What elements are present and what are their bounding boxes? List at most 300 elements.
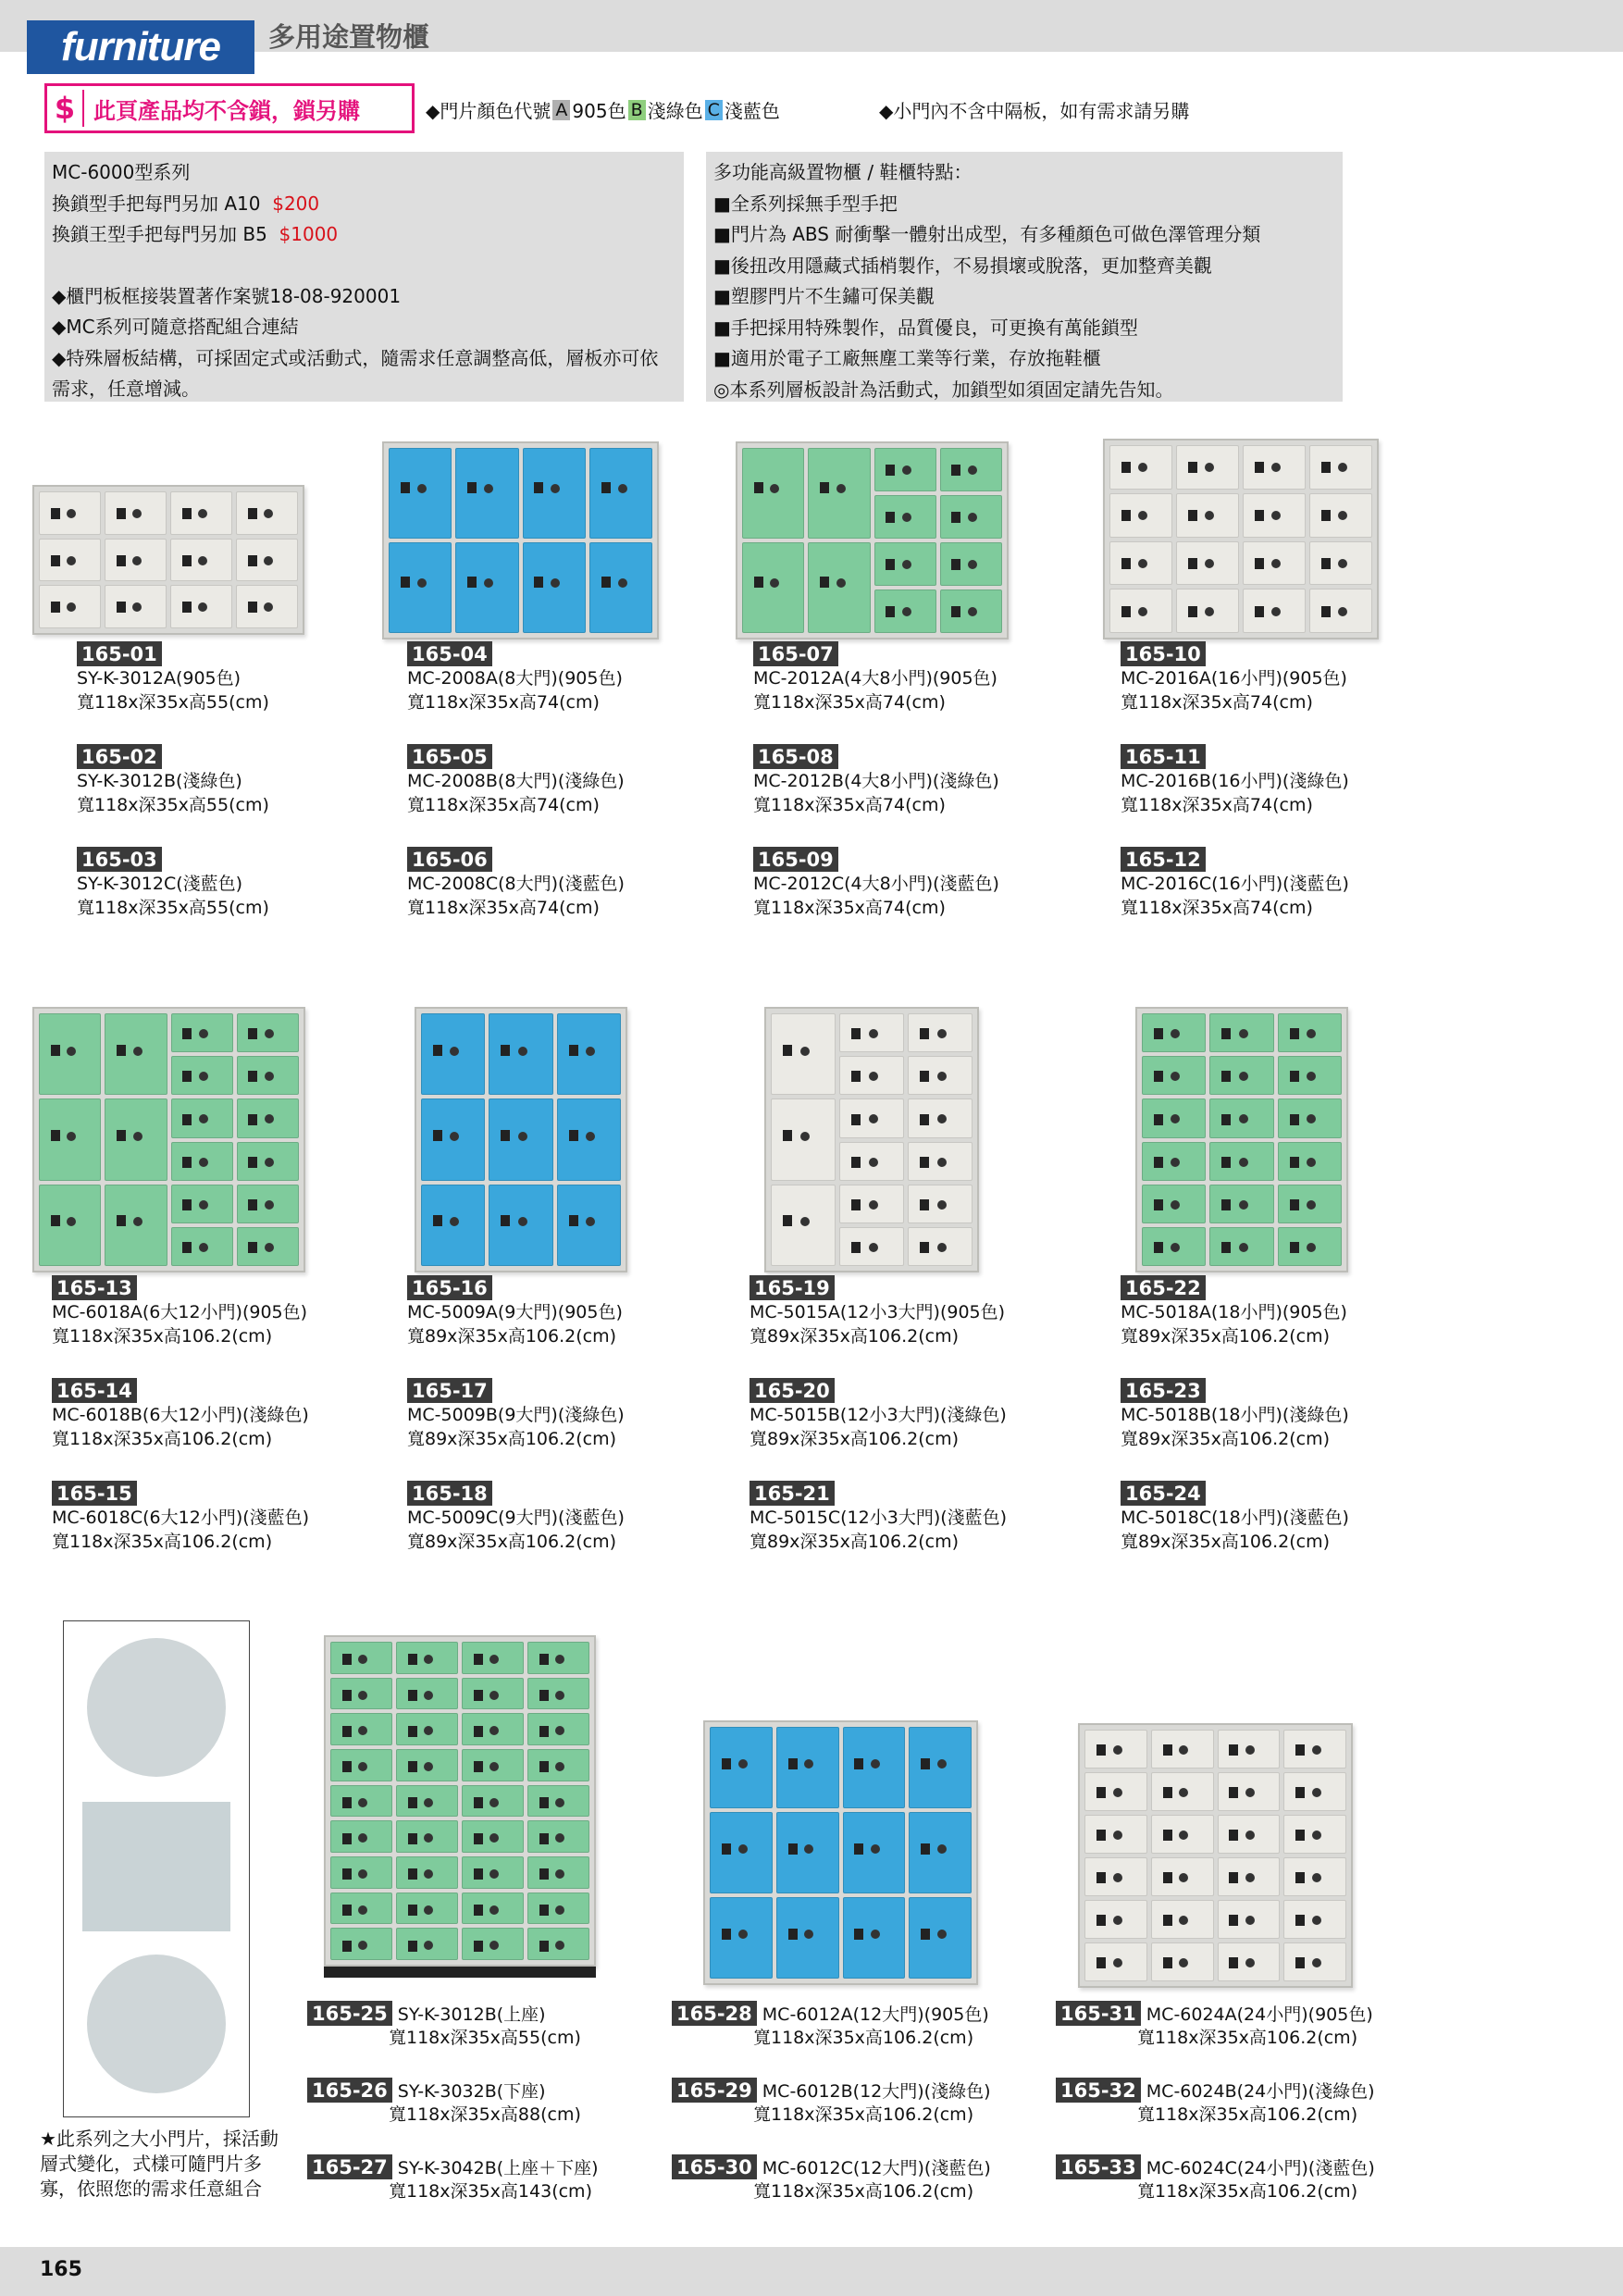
product-code-badge: 165-08 xyxy=(753,744,838,769)
handle-icon xyxy=(1239,1072,1248,1081)
product-name: SY-K-3042B(上座＋下座) xyxy=(397,2158,599,2178)
lock-slot-icon xyxy=(1154,1199,1163,1210)
locker-door xyxy=(839,1056,904,1095)
handle-icon xyxy=(1171,1029,1180,1038)
product-code-badge: 165-27 xyxy=(307,2154,392,2179)
handle-icon xyxy=(358,1691,367,1700)
product-label xyxy=(407,1481,722,1554)
lock-slot-icon xyxy=(1121,558,1131,569)
handle-icon xyxy=(551,578,560,588)
product-name: MC-2016B(16小門)(淺綠色) xyxy=(1121,771,1349,791)
handle-icon xyxy=(770,578,779,588)
locker-door xyxy=(527,1820,589,1853)
handle-icon xyxy=(968,560,977,569)
handle-icon xyxy=(1239,1200,1248,1210)
locker-door xyxy=(1218,1815,1281,1854)
product-label xyxy=(407,1275,722,1348)
handle-icon xyxy=(518,1217,527,1226)
handle-icon xyxy=(132,509,142,518)
lock-slot-icon xyxy=(474,1941,483,1952)
handle-icon xyxy=(198,602,207,612)
handle-icon xyxy=(1171,1158,1180,1167)
handle-icon xyxy=(199,1158,208,1167)
locker-door xyxy=(1084,1942,1147,1981)
handle-icon xyxy=(133,1047,142,1056)
lock-slot-icon xyxy=(1121,510,1131,521)
handle-icon xyxy=(1271,559,1281,568)
handle-icon xyxy=(489,1833,499,1843)
locker-door xyxy=(1176,493,1239,538)
locker-door xyxy=(940,448,1002,491)
locker-door xyxy=(105,491,167,535)
lock-slot-icon xyxy=(1154,1114,1163,1125)
lock-slot-icon xyxy=(920,1028,929,1039)
handle-icon xyxy=(586,1047,595,1056)
locker-door xyxy=(776,1897,839,1979)
locker-door xyxy=(1176,445,1239,490)
furniture-logo: furniture xyxy=(27,20,254,74)
product-name: MC-2008C(8大門)(淺藍色) xyxy=(407,874,625,894)
lock-slot-icon xyxy=(920,1242,929,1253)
product-label xyxy=(307,2078,696,2127)
boot-storage-detail-image xyxy=(87,1955,226,2093)
color-label-c: 淺藍色 xyxy=(724,100,780,122)
handle-icon xyxy=(1239,1243,1248,1252)
product-label xyxy=(672,2001,1060,2050)
lock-slot-icon xyxy=(1121,462,1131,473)
lock-slot-icon xyxy=(534,482,543,493)
lock-slot-icon xyxy=(248,1242,257,1253)
handle-icon xyxy=(836,484,846,493)
handle-icon xyxy=(937,1759,947,1769)
locker-door xyxy=(1109,493,1172,538)
handle-icon xyxy=(424,1905,433,1915)
handle-icon xyxy=(265,1114,274,1123)
handle-icon xyxy=(1113,1745,1122,1755)
color-label-a: 905色 xyxy=(572,100,626,122)
locker-door xyxy=(1151,1772,1214,1811)
product-label xyxy=(753,641,1068,714)
lock-slot-icon xyxy=(1295,1872,1305,1883)
handle-icon xyxy=(265,1200,274,1210)
handle-icon xyxy=(199,1114,208,1123)
handle-icon xyxy=(586,1217,595,1226)
lock-slot-icon xyxy=(1229,1787,1238,1798)
lock-slot-icon xyxy=(467,577,477,588)
locker-door xyxy=(330,1785,392,1818)
locker-door xyxy=(589,542,652,633)
locker-combination-image xyxy=(82,1802,230,1931)
side-note: ★此系列之大小門片，採活動層式變化，式樣可隨門片多寡，依照您的需求任意組合 xyxy=(40,2128,279,2200)
color-code-legend xyxy=(426,96,780,123)
product-name: SY-K-3012C(淺藍色) xyxy=(77,874,243,894)
handle-icon xyxy=(1245,1745,1255,1755)
handle-icon xyxy=(836,578,846,588)
lock-slot-icon xyxy=(182,1157,192,1168)
locker-door xyxy=(742,448,804,539)
handle-icon xyxy=(937,1243,947,1252)
handle-icon xyxy=(902,560,911,569)
lock-slot-icon xyxy=(854,1929,863,1940)
locker-door xyxy=(1218,1857,1281,1896)
product-name: SY-K-3012B(淺綠色) xyxy=(77,771,242,791)
lock-slot-icon xyxy=(754,482,763,493)
handle-icon xyxy=(555,1691,564,1700)
lock-slot-icon xyxy=(474,1833,483,1844)
lock-slot-icon xyxy=(783,1130,792,1141)
handle-icon xyxy=(869,1158,878,1167)
lock-slot-icon xyxy=(920,1157,929,1168)
product-code-badge: 165-18 xyxy=(407,1481,492,1506)
lock-slot-icon xyxy=(1163,1830,1172,1841)
cabinet-image xyxy=(32,1007,305,1272)
lock-slot-icon xyxy=(539,1654,549,1665)
handle-icon xyxy=(937,1114,947,1123)
lock-slot-icon xyxy=(474,1690,483,1701)
feature: ◎本系列層板設計為活動式，加鎖型如須固定請先告知。 xyxy=(713,378,1174,401)
handle-icon xyxy=(937,1158,947,1167)
handle-icon xyxy=(489,1869,499,1879)
locker-door xyxy=(1283,1942,1346,1981)
handle-icon xyxy=(555,1726,564,1735)
locker-door xyxy=(396,1928,458,1960)
lock-slot-icon xyxy=(921,1843,930,1855)
lock-slot-icon xyxy=(248,1028,257,1039)
lock-slot-icon xyxy=(851,1114,861,1125)
handle-icon xyxy=(1205,463,1214,472)
handle-icon xyxy=(804,1930,813,1939)
handle-icon xyxy=(199,1072,208,1081)
handle-icon xyxy=(871,1930,880,1939)
product-dimensions: 寬118x深35x高106.2(cm) xyxy=(1137,2104,1358,2125)
lock-slot-icon xyxy=(539,1726,549,1737)
product-dimensions: 寬118x深35x高55(cm) xyxy=(77,692,269,713)
handle-icon xyxy=(424,1762,433,1771)
product-name: MC-2016C(16小門)(淺藍色) xyxy=(1121,874,1349,894)
color-label-b: 淺綠色 xyxy=(647,100,703,122)
product-name: MC-5018B(18小門)(淺綠色) xyxy=(1121,1405,1349,1425)
product-label xyxy=(1056,2078,1444,2127)
product-label xyxy=(1121,847,1435,920)
lock-slot-icon xyxy=(1229,1744,1238,1756)
handle-icon xyxy=(800,1047,810,1056)
handle-icon xyxy=(199,1200,208,1210)
handle-icon xyxy=(968,513,977,522)
locker-door xyxy=(908,1098,973,1137)
product-dimensions: 寬89x深35x高106.2(cm) xyxy=(750,1326,960,1347)
lock-slot-icon xyxy=(851,1028,861,1039)
handle-icon xyxy=(1179,1958,1188,1967)
lock-slot-icon xyxy=(1221,1242,1231,1253)
lock-slot-icon xyxy=(722,1843,731,1855)
product-dimensions: 寬118x深35x高143(cm) xyxy=(389,2181,592,2202)
locker-door xyxy=(1142,1185,1206,1223)
product-code-badge: 165-11 xyxy=(1121,744,1206,769)
bullet: ◆特殊層板結構，可採固定式或活動式，隨需求任意調整高低，層板亦可依需求，任意增減。 xyxy=(52,346,659,400)
product-dimensions: 寬118x深35x高74(cm) xyxy=(753,795,946,815)
handle-icon xyxy=(450,1047,459,1056)
locker-door xyxy=(421,1185,485,1266)
product-dimensions: 寬118x深35x高106.2(cm) xyxy=(753,2028,974,2048)
handle-icon xyxy=(1179,1745,1188,1755)
handle-icon xyxy=(1239,1158,1248,1167)
locker-door xyxy=(1278,1142,1342,1181)
lock-slot-icon xyxy=(1163,1872,1172,1883)
handle-icon xyxy=(358,1833,367,1843)
lock-slot-icon xyxy=(951,512,960,523)
handle-icon xyxy=(1307,1200,1316,1210)
lock-slot-icon xyxy=(1121,606,1131,617)
handle-icon xyxy=(1338,511,1347,520)
locker-door xyxy=(1084,1857,1147,1896)
lock-slot-icon xyxy=(1096,1830,1106,1841)
handle-icon xyxy=(1271,607,1281,616)
locker-door xyxy=(1209,1013,1273,1052)
handle-icon xyxy=(198,509,207,518)
product-code-badge: 165-22 xyxy=(1121,1275,1206,1300)
handle-icon xyxy=(555,1905,564,1915)
product-code-badge: 165-24 xyxy=(1121,1481,1206,1506)
locker-door xyxy=(455,542,518,633)
locker-door xyxy=(1209,1185,1273,1223)
lock-slot-icon xyxy=(754,577,763,588)
handle-icon xyxy=(1307,1029,1316,1038)
locker-door xyxy=(843,1812,906,1893)
locker-door xyxy=(1209,1056,1273,1095)
product-code-badge: 165-07 xyxy=(753,641,838,666)
handle-icon xyxy=(1312,1831,1321,1840)
handle-icon xyxy=(1239,1029,1248,1038)
dollar-icon: $ xyxy=(47,90,84,127)
lock-slot-icon xyxy=(474,1761,483,1772)
locker-door xyxy=(455,448,518,539)
handle-icon xyxy=(1312,1873,1321,1882)
locker-door xyxy=(105,1098,167,1180)
lock-slot-icon xyxy=(951,465,960,476)
handle-icon xyxy=(937,1029,947,1038)
lock-slot-icon xyxy=(1188,510,1197,521)
locker-door xyxy=(1243,589,1306,633)
handle-icon xyxy=(937,1930,947,1939)
handle-icon xyxy=(1113,1831,1122,1840)
locker-door xyxy=(396,1642,458,1674)
locker-door xyxy=(1283,1730,1346,1769)
locker-door xyxy=(105,539,167,582)
product-name: SY-K-3012A(905色) xyxy=(77,668,242,689)
locker-door xyxy=(908,1142,973,1181)
lock-slot-icon xyxy=(920,1114,929,1125)
color-chip-a: A xyxy=(552,100,570,120)
product-code-badge: 165-17 xyxy=(407,1378,492,1403)
locker-door xyxy=(839,1185,904,1223)
handle-icon xyxy=(1113,1958,1122,1967)
product-code-badge: 165-32 xyxy=(1056,2078,1141,2103)
product-name: MC-2012A(4大8小門)(905色) xyxy=(753,668,997,689)
lock-slot-icon xyxy=(408,1761,417,1772)
lock-slot-icon xyxy=(433,1215,442,1226)
handle-icon xyxy=(1171,1243,1180,1252)
handle-icon xyxy=(555,1833,564,1843)
lock-slot-icon xyxy=(51,1215,60,1226)
handle-icon xyxy=(518,1047,527,1056)
locker-door xyxy=(1283,1815,1346,1854)
lock-slot-icon xyxy=(1163,1915,1172,1926)
lock-slot-icon xyxy=(248,508,257,519)
lock-slot-icon xyxy=(408,1797,417,1808)
locker-door xyxy=(236,491,298,535)
handle-icon xyxy=(1338,607,1347,616)
product-label xyxy=(672,2154,1060,2203)
lock-slot-icon xyxy=(539,1761,549,1772)
locker-door xyxy=(1142,1098,1206,1137)
locker-door xyxy=(489,1098,552,1180)
lock-slot-icon xyxy=(1321,510,1331,521)
product-dimensions: 寬118x深35x高74(cm) xyxy=(1121,692,1313,713)
handle-icon xyxy=(1338,463,1347,472)
product-dimensions: 寬118x深35x高74(cm) xyxy=(753,898,946,918)
product-label xyxy=(52,1378,366,1451)
locker-door xyxy=(1243,445,1306,490)
handle-icon xyxy=(67,1047,76,1056)
lock-slot-icon xyxy=(501,1045,510,1056)
locker-door xyxy=(39,1098,101,1180)
lock-slot-icon xyxy=(408,1833,417,1844)
locker-door xyxy=(39,1185,101,1266)
lock-slot-icon xyxy=(921,1929,930,1940)
cabinet-image xyxy=(1078,1723,1353,1988)
locker-door xyxy=(909,1812,972,1893)
lock-slot-icon xyxy=(248,602,257,613)
lock-slot-icon xyxy=(182,1242,192,1253)
lock-slot-icon xyxy=(1188,558,1197,569)
product-name: MC-6018B(6大12小門)(淺綠色) xyxy=(52,1405,309,1425)
product-label xyxy=(753,847,1068,920)
handle-icon xyxy=(1307,1114,1316,1123)
lock-slot-icon xyxy=(1290,1199,1299,1210)
product-label xyxy=(407,641,722,714)
product-label xyxy=(407,744,722,817)
locker-door xyxy=(1278,1098,1342,1137)
lock-slot-icon xyxy=(539,1797,549,1808)
locker-door xyxy=(1243,541,1306,586)
lock-slot-icon xyxy=(539,1690,549,1701)
product-name: MC-2012B(4大8小門)(淺綠色) xyxy=(753,771,999,791)
handle-icon xyxy=(358,1655,367,1664)
product-dimensions: 寬118x深35x高106.2(cm) xyxy=(52,1532,273,1552)
lock-slot-icon xyxy=(248,555,257,566)
product-dimensions: 寬89x深35x高106.2(cm) xyxy=(407,1429,617,1449)
lock-slot-icon xyxy=(854,1843,863,1855)
product-name: MC-5015B(12小3大門)(淺綠色) xyxy=(750,1405,1007,1425)
locker-door xyxy=(839,1142,904,1181)
lock-slot-icon xyxy=(1290,1114,1299,1125)
handle-icon xyxy=(489,1762,499,1771)
lock-slot-icon xyxy=(182,602,192,613)
locker-door xyxy=(39,539,101,582)
lock-notice xyxy=(44,83,415,133)
product-code-badge: 165-12 xyxy=(1121,847,1206,872)
product-dimensions: 寬89x深35x高106.2(cm) xyxy=(407,1326,617,1347)
locker-door xyxy=(710,1727,773,1808)
lock-slot-icon xyxy=(1295,1830,1305,1841)
locker-door xyxy=(1151,1942,1214,1981)
locker-door xyxy=(527,1678,589,1710)
lock-slot-icon xyxy=(951,559,960,570)
locker-door xyxy=(1309,541,1372,586)
lock-slot-icon xyxy=(1096,1787,1106,1798)
locker-door xyxy=(839,1013,904,1052)
price-text: 換鎖型手把每門另加 A10 xyxy=(52,192,261,215)
shoe-shelf-detail-image xyxy=(87,1638,226,1777)
product-code-badge: 165-31 xyxy=(1056,2001,1141,2026)
lock-slot-icon xyxy=(569,1215,578,1226)
lock-slot-icon xyxy=(1255,606,1264,617)
lock-slot-icon xyxy=(886,559,895,570)
lock-slot-icon xyxy=(342,1868,352,1880)
handle-icon xyxy=(869,1029,878,1038)
locker-door xyxy=(396,1820,458,1853)
handle-icon xyxy=(1271,463,1281,472)
lock-slot-icon xyxy=(1096,1915,1106,1926)
locker-door xyxy=(39,585,101,628)
lock-slot-icon xyxy=(820,577,829,588)
handle-icon xyxy=(1312,1958,1321,1967)
product-dimensions: 寬89x深35x高106.2(cm) xyxy=(750,1532,960,1552)
lock-slot-icon xyxy=(408,1868,417,1880)
lock-slot-icon xyxy=(342,1797,352,1808)
handle-icon xyxy=(424,1941,433,1950)
lock-slot-icon xyxy=(408,1905,417,1916)
lock-slot-icon xyxy=(1096,1872,1106,1883)
lock-slot-icon xyxy=(248,1199,257,1210)
handle-icon xyxy=(489,1655,499,1664)
locker-door xyxy=(1151,1730,1214,1769)
product-dimensions: 寬118x深35x高55(cm) xyxy=(389,2028,581,2048)
lock-slot-icon xyxy=(539,1941,549,1952)
lock-slot-icon xyxy=(1188,606,1197,617)
handle-icon xyxy=(1179,1831,1188,1840)
lock-slot-icon xyxy=(474,1797,483,1808)
locker-door xyxy=(1209,1098,1273,1137)
locker-door xyxy=(171,1227,233,1266)
locker-door xyxy=(1283,1772,1346,1811)
product-dimensions: 寬118x深35x高106.2(cm) xyxy=(52,1429,273,1449)
locker-door xyxy=(330,1893,392,1925)
handle-icon xyxy=(424,1726,433,1735)
handle-icon xyxy=(199,1029,208,1038)
locker-door xyxy=(389,448,452,539)
locker-door xyxy=(1084,1815,1147,1854)
locker-door xyxy=(1309,589,1372,633)
locker-door xyxy=(462,1642,524,1674)
product-code-badge: 165-13 xyxy=(52,1275,137,1300)
locker-door xyxy=(1151,1857,1214,1896)
locker-door xyxy=(589,448,652,539)
lock-slot-icon xyxy=(117,602,126,613)
product-label xyxy=(77,847,391,920)
locker-door xyxy=(776,1727,839,1808)
locker-door xyxy=(396,1856,458,1889)
feature: ■後扭改用隱藏式插梢製作，不易損壞或脫落，更加整齊美觀 xyxy=(713,254,1212,277)
locker-door xyxy=(1109,541,1172,586)
product-name: MC-6018C(6大12小門)(淺藍色) xyxy=(52,1508,310,1528)
lock-notice-text: 此頁產品均不含鎖，鎖另購 xyxy=(93,97,360,124)
locker-door xyxy=(1084,1730,1147,1769)
locker-door xyxy=(237,1185,299,1223)
handle-icon xyxy=(804,1759,813,1769)
locker-door xyxy=(105,585,167,628)
series-info-box xyxy=(44,152,684,402)
